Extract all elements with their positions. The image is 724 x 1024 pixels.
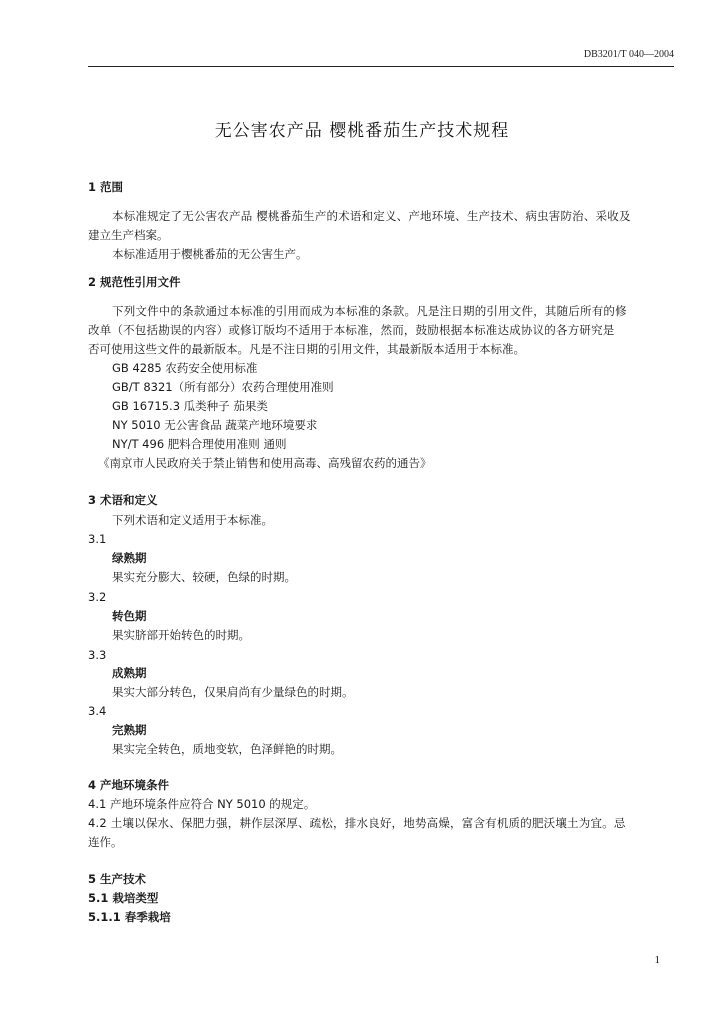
header-rule bbox=[88, 66, 674, 67]
term-name: 绿熟期 bbox=[112, 551, 147, 565]
section-3-heading: 3 术语和定义 bbox=[88, 493, 158, 507]
reference-item: GB 16715.3 瓜类种子 茄果类 bbox=[112, 399, 268, 413]
section-3-intro: 下列术语和定义适用于本标准。 bbox=[112, 513, 273, 527]
section-1-para-2: 本标准适用于樱桃番茄的无公害生产。 bbox=[112, 247, 308, 261]
standard-code: DB3201/T 040—2004 bbox=[583, 49, 674, 60]
term-number: 3.4 bbox=[88, 704, 107, 718]
section-2-para-line-3: 否可使用这些文件的最新版本。凡是不注日期的引用文件，其最新版本适用于本标准。 bbox=[88, 342, 525, 356]
section-5-heading: 5 生产技术 bbox=[88, 872, 147, 886]
section-2-para-line-2: 改单（不包括勘误的内容）或修订版均不适用于本标准，然而，鼓励根据本标准达成协议的各方研究是 bbox=[88, 323, 615, 337]
term-number: 3.2 bbox=[88, 590, 107, 604]
section-2-para-line-1: 下列文件中的条款通过本标准的引用而成为本标准的条款。凡是注日期的引用文件，其随后所有的修 bbox=[112, 304, 627, 318]
term-definition: 果实完全转色，质地变软，色泽鲜艳的时期。 bbox=[112, 742, 342, 756]
reference-item: GB/T 8321（所有部分）农药合理使用准则 bbox=[112, 380, 334, 394]
reference-item: NY/T 496 肥料合理使用准则 通则 bbox=[112, 437, 287, 451]
section-2-heading: 2 规范性引用文件 bbox=[88, 275, 181, 289]
term-definition: 果实大部分转色，仅果肩尚有少量绿色的时期。 bbox=[112, 685, 354, 699]
section-1-para-1-line-2: 建立生产档案。 bbox=[88, 228, 169, 242]
subsection-5-1-1-heading: 5.1.1 春季栽培 bbox=[88, 910, 171, 924]
clause-4-2-line-2: 连作。 bbox=[88, 835, 123, 849]
term-name: 转色期 bbox=[112, 609, 147, 623]
clause-4-1: 4.1 产地环境条件应符合 NY 5010 的规定。 bbox=[88, 797, 316, 811]
subsection-5-1-heading: 5.1 栽培类型 bbox=[88, 891, 159, 905]
reference-item: GB 4285 农药安全使用标准 bbox=[112, 361, 258, 375]
reference-item: NY 5010 无公害食品 蔬菜产地环境要求 bbox=[112, 418, 318, 432]
reference-item: 《南京市人民政府关于禁止销售和使用高毒、高残留农药的通告》 bbox=[98, 456, 432, 470]
section-1-para-1-line-1: 本标准规定了无公害农产品 樱桃番茄生产的术语和定义、产地环境、生产技术、病虫害防治、采收及 bbox=[112, 209, 631, 223]
clause-4-2-line-1: 4.2 土壤以保水、保肥力强，耕作层深厚、疏松，排水良好，地势高燥，富含有机质的肥沃壤土为宜。忌 bbox=[88, 816, 626, 830]
term-number: 3.3 bbox=[88, 648, 107, 662]
page-number: 1 bbox=[654, 954, 660, 966]
term-name: 完熟期 bbox=[112, 723, 147, 737]
term-definition: 果实脐部开始转色的时期。 bbox=[112, 628, 250, 642]
section-1-heading: 1 范围 bbox=[88, 180, 124, 194]
term-definition: 果实充分膨大、较硬，色绿的时期。 bbox=[112, 570, 296, 584]
section-4-heading: 4 产地环境条件 bbox=[88, 778, 170, 792]
document-title: 无公害农产品 樱桃番茄生产技术规程 bbox=[214, 121, 510, 141]
term-number: 3.1 bbox=[88, 532, 107, 546]
term-name: 成熟期 bbox=[112, 666, 147, 680]
